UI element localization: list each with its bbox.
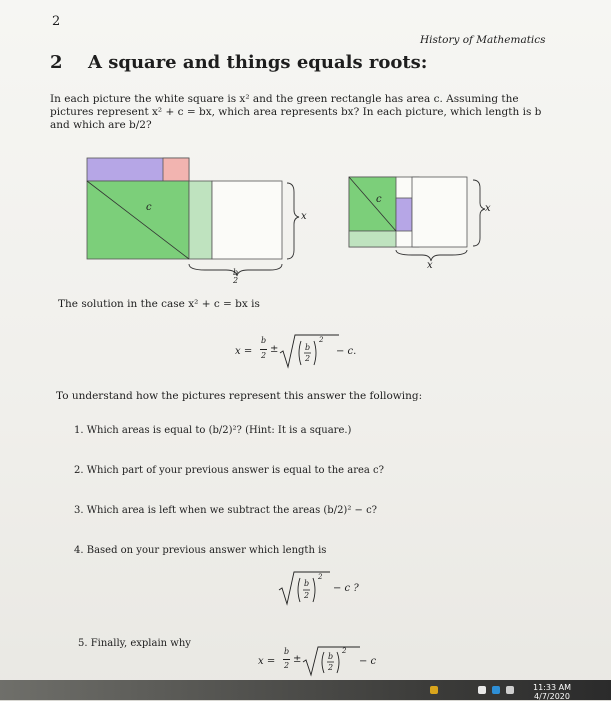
left-label-x: x	[301, 211, 307, 222]
q5-inner-den: 2	[328, 663, 334, 672]
lightgreen-strip-left	[189, 181, 212, 259]
right-label-c: c	[376, 194, 382, 205]
question-5: 5. Finally, explain why	[78, 638, 191, 649]
taskbar-clock[interactable]	[533, 683, 571, 701]
q5-pm: ±	[293, 654, 302, 665]
q5-tail: − c	[359, 656, 377, 667]
q4-tail: − c ?	[333, 583, 359, 594]
intro-line-1: In each picture the white square is x² and the green rectangle has area c. Assuming the	[50, 93, 519, 105]
q5-frac-den: 2	[284, 661, 290, 670]
q4-inner-den: 2	[304, 591, 310, 600]
left-label-b-over-2	[233, 269, 238, 285]
q5-formula	[258, 645, 398, 679]
formula-pm: ±	[270, 344, 279, 355]
question-4: 4. Based on your previous answer which length is	[74, 545, 327, 556]
tray-app-icon-3[interactable]	[492, 686, 500, 694]
formula-square-exponent: 2	[319, 336, 324, 344]
left-label-c: c	[146, 202, 152, 213]
tray-app-icon-1[interactable]	[430, 686, 438, 694]
clock-date: 4/7/2020	[534, 692, 570, 701]
solution-formula	[235, 333, 375, 373]
pink-square-left	[163, 158, 189, 181]
question-3: 3. Which area is left when we subtract the areas (b/2)² − c?	[74, 505, 378, 516]
q4-inner-num: b	[304, 579, 310, 588]
formula-inner-den: 2	[305, 354, 311, 363]
right-picture	[349, 177, 485, 261]
tray-app-icon-2[interactable]	[478, 686, 486, 694]
purple-rect-right	[396, 198, 412, 231]
brace-x-left	[287, 183, 299, 259]
q5-square-exponent: 2	[342, 647, 347, 655]
q5-frac-bar	[283, 659, 290, 660]
formula-minus-c: − c.	[336, 346, 357, 357]
q4-square-exponent: 2	[318, 573, 323, 581]
formula-lhs: x =	[235, 346, 253, 357]
q5-frac-num: b	[284, 647, 290, 656]
section-number: 2	[50, 52, 63, 73]
white-square-left	[212, 181, 282, 259]
formula-inner-num: b	[305, 343, 311, 352]
intro-line-2: pictures represent x² + c = bx, which area represents bx? In each picture, which length is b	[50, 106, 542, 118]
lightgreen-strip-right	[349, 231, 396, 247]
question-2: 2. Which part of your previous answer is equal to the area c?	[74, 465, 384, 476]
volume-icon[interactable]	[506, 686, 514, 694]
page-number: 2	[52, 14, 61, 29]
intro-line-3: and which are b/2?	[50, 119, 152, 131]
formula-frac-bar	[260, 349, 267, 350]
right-label-x-bottom: x	[427, 260, 433, 271]
solution-intro: The solution in the case x² + c = bx is	[58, 298, 260, 310]
taskbar	[0, 680, 611, 700]
q4-radical-expression	[278, 570, 388, 610]
question-1: 1. Which areas is equal to (b/2)²? (Hint: It is a square.)	[74, 425, 352, 436]
clock-time: 11:33 AM	[533, 683, 571, 692]
running-head: History of Mathematics	[420, 34, 546, 46]
white-square-right	[412, 177, 467, 247]
formula-frac-den: 2	[261, 351, 267, 360]
formula-frac-num: b	[261, 336, 267, 345]
left-label-b: b	[233, 268, 239, 277]
q5-formula-lhs: x =	[258, 656, 276, 667]
q5-inner-num: b	[328, 652, 334, 661]
left-label-2: 2	[233, 276, 239, 285]
left-picture	[87, 158, 299, 276]
brace-x-right-side	[473, 180, 485, 246]
section-title: A square and things equals roots:	[88, 52, 428, 73]
understand-text: To understand how the pictures represent this answer the following:	[56, 390, 423, 402]
right-label-x-side: x	[485, 203, 491, 214]
